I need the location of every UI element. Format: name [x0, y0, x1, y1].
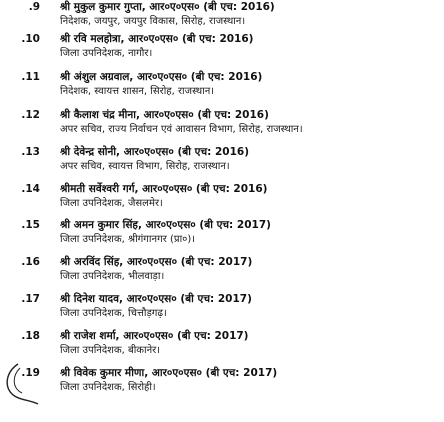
officer-name-line: श्री अरविंद सिंह, आर०ए०एस० (बी एच: 2017) — [60, 256, 253, 268]
document-page: 9. श्री मुकुल कुमार गुप्ता, आर०ए०एस० (बी एच: 2016) निदेशक, जयपुर, जयपुर विकास, सिरोह, राजस्थान। 10. श्री रवि मलहोत्रा, आर०ए०एस० (बी एच: 2016) जिला उपनिदेशक, नागौर। 11. श्री अंशुल अग्रवाल, आर०ए०एस० (बी एच: 2016) निदेशक, स्वायत्त शासन, सिरोह, राजस्थान। 12. श्री कैलाश चंद्र मीना, आर०ए०एस० (बी एच: 2016) अपर सचिव, राज्य निर्वाचन एवं आवासन विभाग, सिरोह, राजस्थान। 13. श्री देवेन्द्र सोनी, आर०ए०एस० (बी एच: 2016) अपर सचिव, स्वायत्त विभाग, सिरोह, राजस्थान। 14. श्रीमती सर्वेश्वरी गर्ग, आर०ए०एस० (बी एच: 2016) जिला उपनिदेशक, जैसलमेर। 15. श्री अमन कुमार सिंह, आर०ए०एस० (बी एच: 2017) जिला उपनिदेशक, श्रीगंगानगर (प्रा०)। 16. श्री अरविंद सिंह, आर०ए०एस० (बी एच: 2017) जिला उपनिदेशक, भीलवाड़ा। 17. श्री दिनेश यादव, आर०ए०एस० (बी एच: 2017) जिला उपनिदेशक, चित्तौड़गढ़। 18. श्री राजेश शर्मा, आर०ए०एस० (बी एच: 2017) जिला उपनिदेशक, बीकानेर। 19. श्री विवेक कुमार मीणा, आर०ए०एस० (बी एच: 2017) जिला उपनिदेशक, सिरोही। — [0, 0, 444, 422]
posting-line: अपर सचिव, स्वायत्त विभाग, सिरोह, राजस्थान। — [60, 161, 230, 172]
posting-line: जिला उपनिदेशक, सिरोही। — [60, 382, 156, 393]
officer-name-line: श्री विवेक कुमार मीणा, आर०ए०एस० (बी एच: 2017) — [60, 367, 278, 379]
officer-name-line: श्री अंशुल अग्रवाल, आर०ए०एस० (बी एच: 2016) — [60, 71, 263, 83]
officer-name-line: श्री रवि मलहोत्रा, आर०ए०एस० (बी एच: 2016) — [60, 33, 254, 45]
posting-line: जिला उपनिदेशक, बीकानेर। — [60, 345, 161, 356]
officer-name-line: श्री अमन कुमार सिंह, आर०ए०एस० (बी एच: 2017) — [60, 219, 271, 231]
officer-name-line: श्रीमती सर्वेश्वरी गर्ग, आर०ए०एस० (बी एच: 2016) — [60, 183, 268, 195]
posting-line: जिला उपनिदेशक, श्रीगंगानगर (प्रा०)। — [60, 234, 196, 245]
officer-name-line: श्री राजेश शर्मा, आर०ए०एस० (बी एच: 2017) — [60, 330, 249, 342]
posting-line: जिला उपनिदेशक, भीलवाड़ा। — [60, 271, 165, 282]
posting-line: जिला उपनिदेशक, जैसलमेर। — [60, 198, 163, 209]
officer-name-line: श्री दिनेश यादव, आर०ए०एस० (बी एच: 2017) — [60, 293, 252, 305]
posting-line: निदेशक, स्वायत्त शासन, सिरोह, राजस्थान। — [60, 86, 215, 97]
posting-line: अपर सचिव, राज्य निर्वाचन एवं आवासन विभाग, सिरोह, राजस्थान। — [60, 124, 303, 135]
officer-name-line: श्री देवेन्द्र सोनी, आर०ए०एस० (बी एच: 2016) — [60, 146, 249, 158]
posting-line: जिला उपनिदेशक, नागौर। — [60, 48, 153, 59]
posting-line: निदेशक, जयपुर, जयपुर विकास, सिरोह, राजस्थान। — [60, 16, 246, 27]
handwritten-pen-mark — [0, 360, 40, 422]
officer-name-line: श्री कैलाश चंद्र मीना, आर०ए०एस० (बी एच: 2016) — [60, 109, 269, 121]
posting-line: जिला उपनिदेशक, चित्तौड़गढ़। — [60, 308, 167, 319]
officer-name-line: श्री मुकुल कुमार गुप्ता, आर०ए०एस० (बी एच: 2016) — [60, 1, 275, 13]
